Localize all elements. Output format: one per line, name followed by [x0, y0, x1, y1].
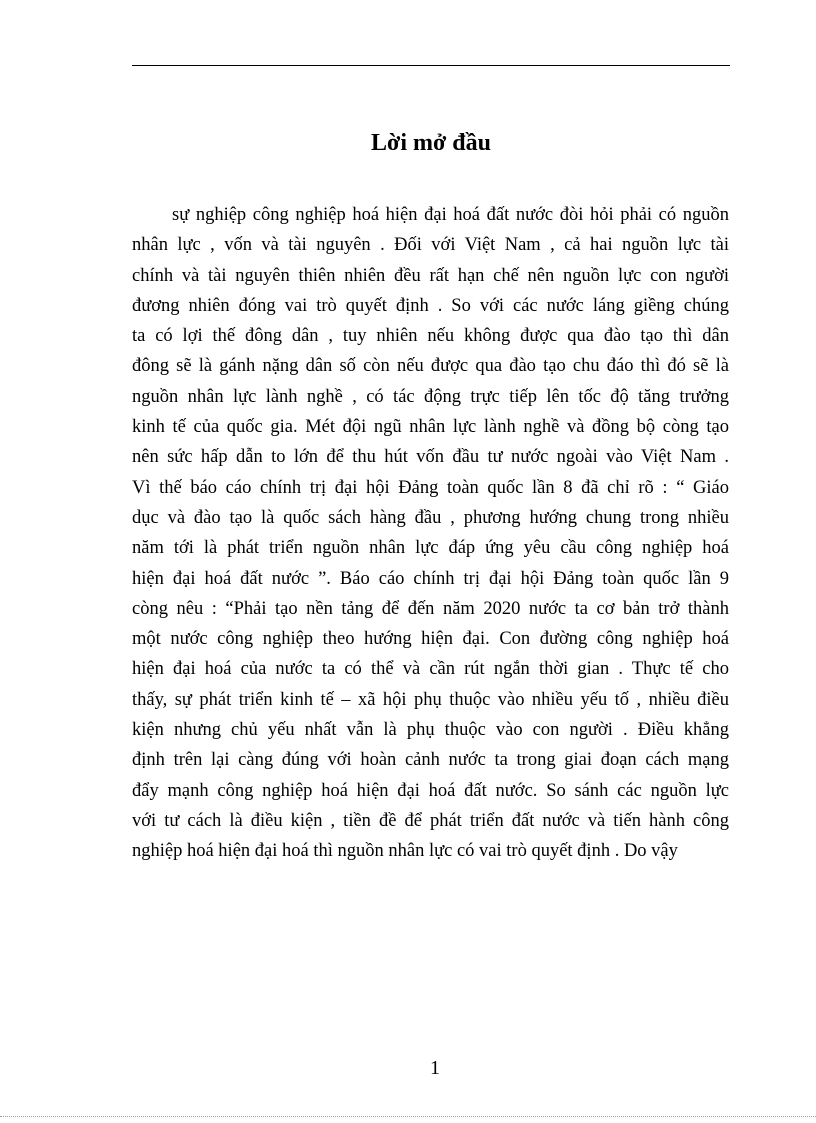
text-line: nhân lực , vốn và tài nguyên . Đối với Việt Nam , cả hai nguồn lực tài	[132, 235, 729, 256]
text-line: Vì thế báo cáo chính trị đại hội Đảng toàn quốc lần 8 đã chỉ rõ : “ Giáo	[132, 477, 729, 498]
header-rule	[132, 65, 730, 66]
text-line: nguồn nhân lực lành nghề , có tác động trực tiếp lên tốc độ tăng trưởng	[132, 386, 729, 407]
text-line: ta có lợi thế đông dân , tuy nhiên nếu không được qua đào tạo thì dân	[132, 326, 729, 347]
text-line: nghiệp hoá hiện đại hoá thì nguồn nhân lực có vai trò quyết định . Do vậy	[132, 841, 678, 862]
page-number: 1	[430, 1057, 440, 1079]
text-line: hiện đại hoá đất nước ”. Báo cáo chính trị đại hội Đảng toàn quốc lần 9	[132, 568, 729, 589]
body-text	[132, 200, 729, 867]
text-line: kiện nhưng chủ yếu nhất vẫn là phụ thuộc vào con người . Điều khẳng	[132, 720, 729, 741]
text-line: định trên lại càng đúng với hoàn cảnh nước ta trong giai đoạn cách mạng	[132, 750, 729, 771]
text-line: một nước công nghiệp theo hướng hiện đại. Con đường công nghiệp hoá	[132, 629, 729, 650]
text-line: với tư cách là điều kiện , tiền đề để phát triển đất nước và tiến hành công	[132, 810, 729, 831]
footer-rule	[0, 1116, 816, 1117]
text-line: nên sức hấp dẫn to lớn để thu hút vốn đầu tư nước ngoài vào Việt Nam .	[132, 447, 729, 468]
text-line: đông sẽ là gánh nặng dân số còn nếu được qua đào tạo chu đáo thì đó sẽ là	[132, 356, 729, 377]
text-line: năm tới là phát triển nguồn nhân lực đáp ứng yêu cầu công nghiệp hoá	[132, 538, 729, 559]
text-line: thấy, sự phát triển kinh tế – xã hội phụ thuộc vào nhiều yếu tố , nhiều điều	[132, 689, 729, 710]
text-line: dục và đào tạo là quốc sách hàng đầu , phương hướng chung trong nhiều	[132, 507, 729, 528]
page-title: Lời mở đầu	[371, 130, 491, 156]
text-line: chính và tài nguyên thiên nhiên đều rất hạn chế nên nguồn lực con người	[132, 265, 729, 286]
text-line: đẩy mạnh công nghiệp hoá hiện đại hoá đất nước. So sánh các nguồn lực	[132, 780, 729, 801]
text-line: đương nhiên đóng vai trò quyết định . So với các nước láng giềng chúng	[132, 295, 729, 316]
text-line: còng nêu : “Phải tạo nền tảng để đến năm 2020 nước ta cơ bản trở thành	[132, 598, 729, 619]
text-line: hiện đại hoá của nước ta có thể và cần rút ngắn thời gian . Thực tế cho	[132, 659, 729, 680]
text-line: kinh tế của quốc gia. Mét đội ngũ nhân lực lành nghề và đồng bộ còng tạo	[132, 417, 729, 438]
text-line: sự nghiệp công nghiệp hoá hiện đại hoá đất nước đòi hỏi phải có nguồn	[172, 205, 729, 225]
